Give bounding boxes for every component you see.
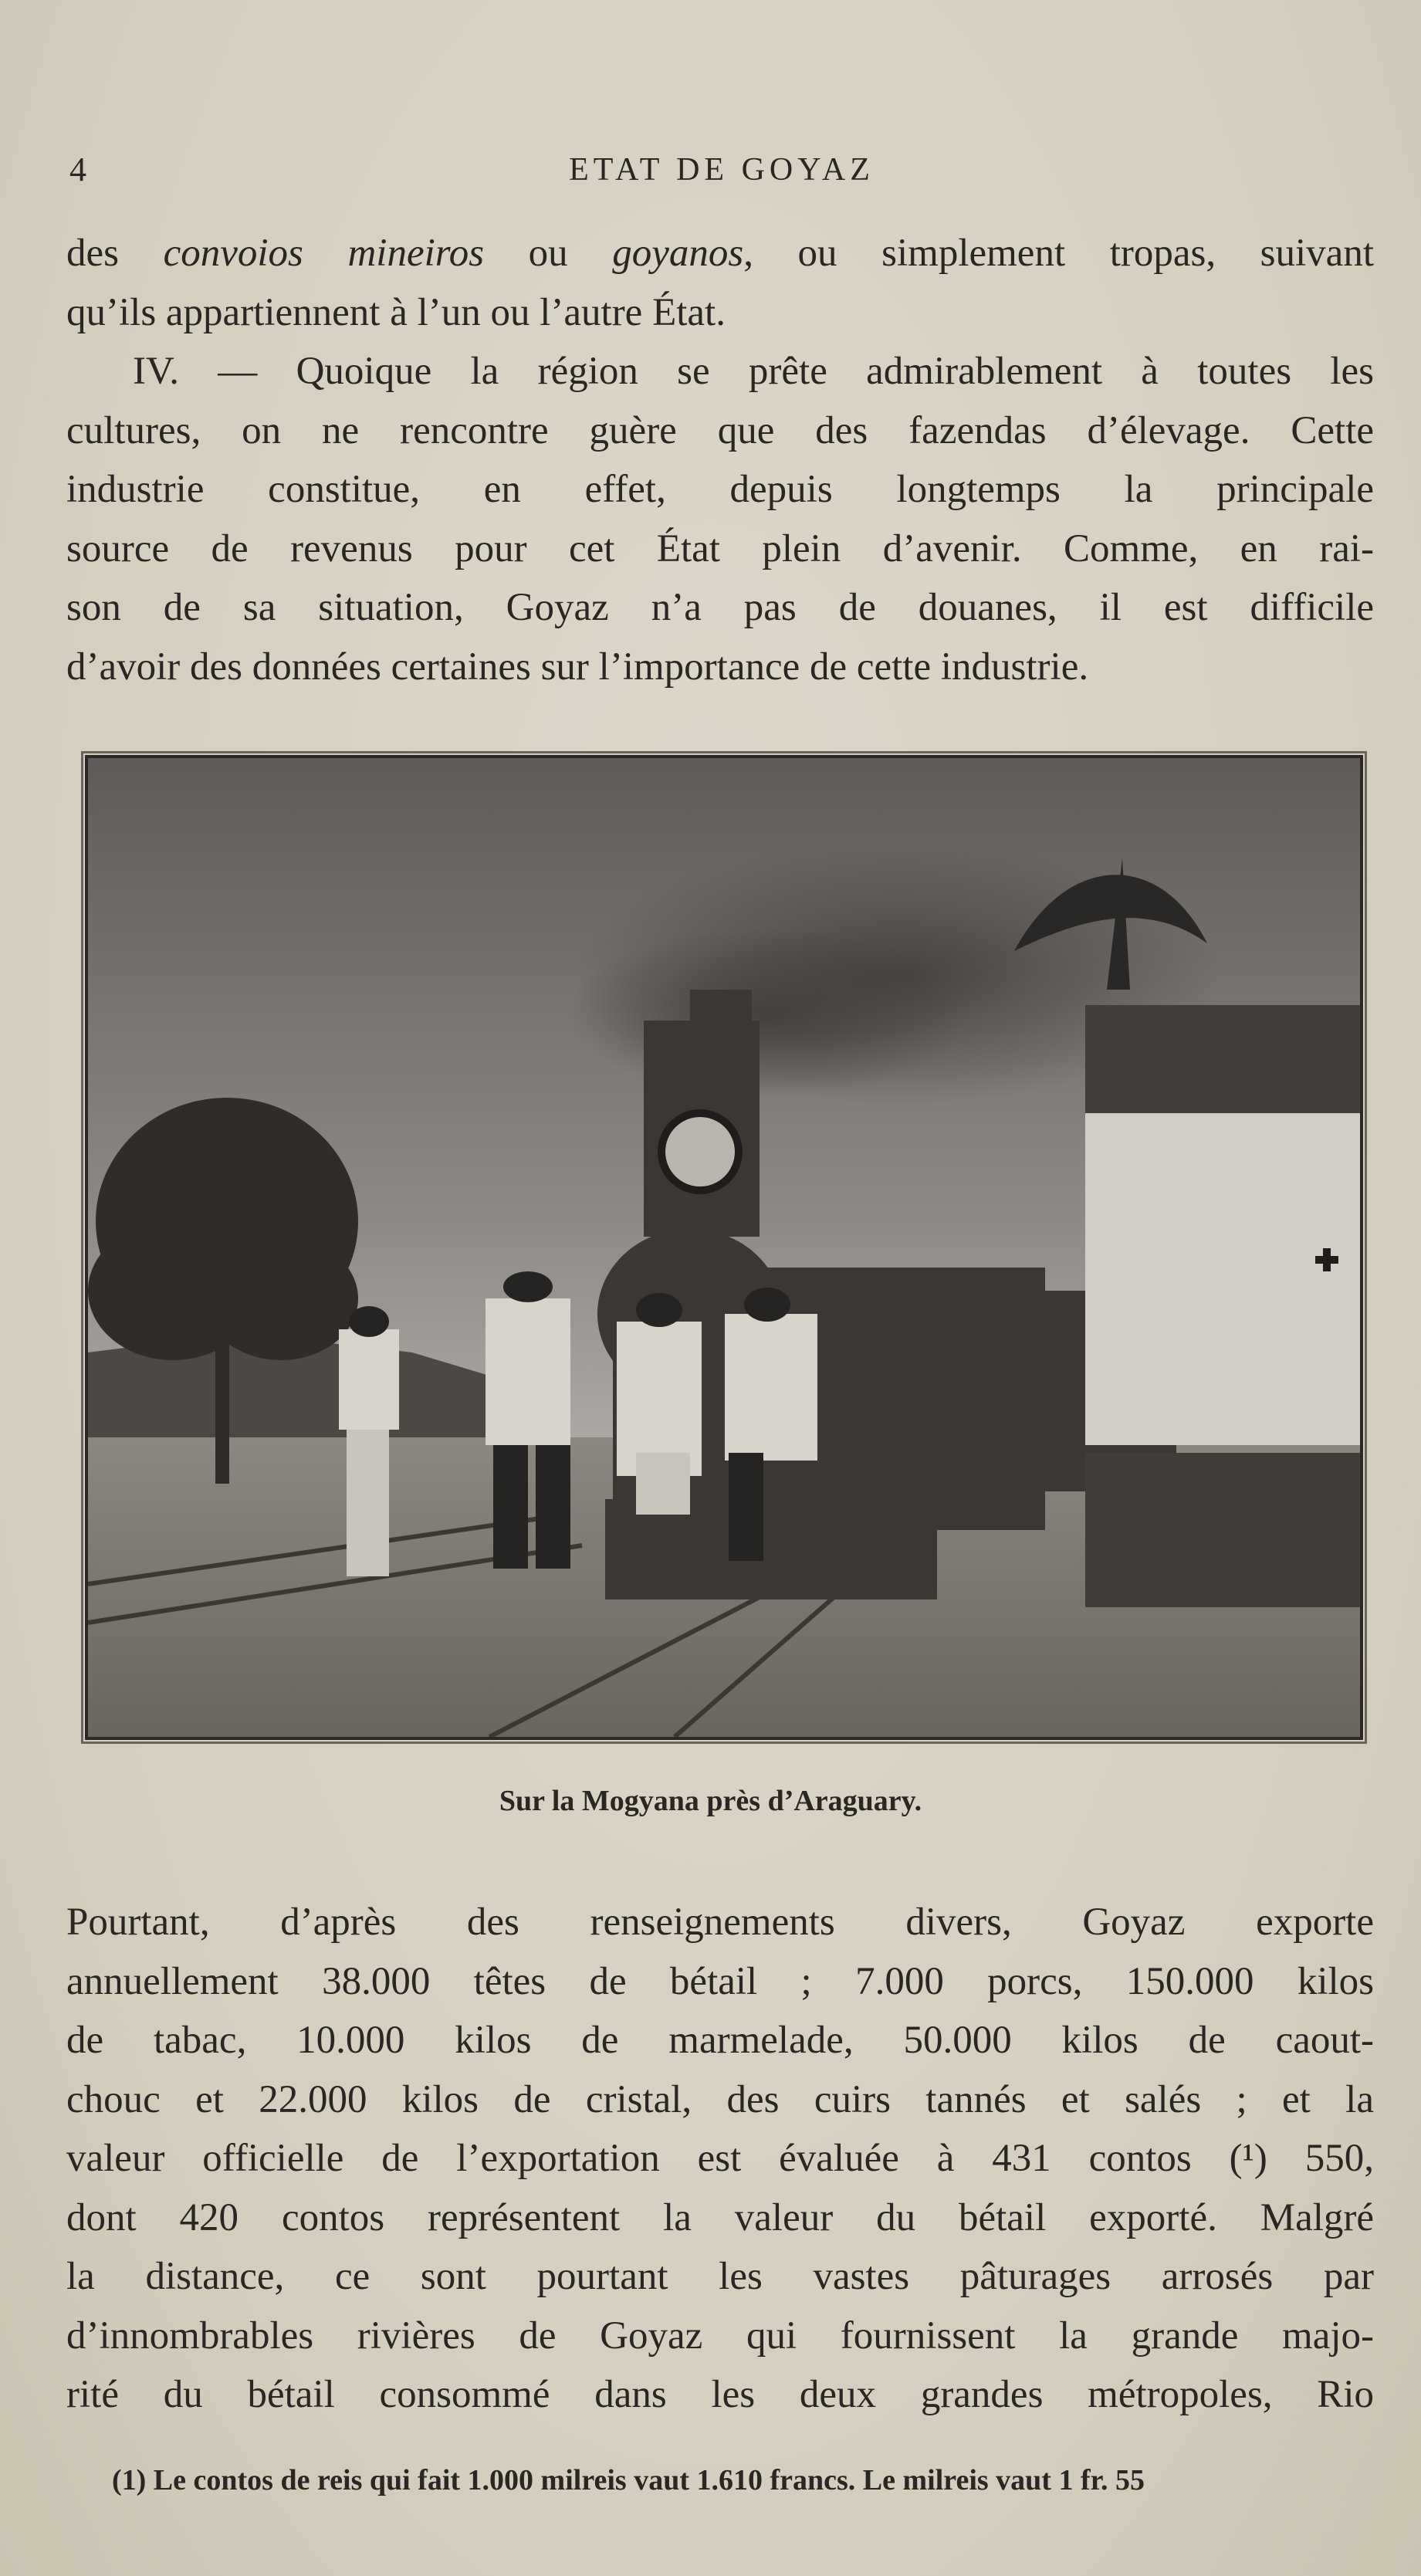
text-segment: dont 420 contos représentent la valeur du bétail exporté. Malgré	[66, 2195, 1374, 2239]
text-segment: cultures, on ne rencontre guère que des fazendas d’élevage. Cette	[66, 408, 1374, 452]
text-segment: qu’ils appartiennent à l’un ou l’autre État.	[66, 290, 726, 334]
page-number: 4	[69, 151, 86, 188]
text-segment: de tabac, 10.000 kilos de marmelade, 50.000 kilos de caout-	[66, 2019, 1374, 2062]
text-segment: annuellement 38.000 têtes de bétail ; 7.000 porcs, 150.000 kilos	[66, 1959, 1374, 2003]
text-segment: ou	[484, 232, 613, 275]
text-line	[66, 578, 1374, 638]
text-line	[66, 2307, 1374, 2366]
text-line	[66, 2070, 1374, 2130]
text-line	[66, 520, 1374, 579]
text-segment: IV. — Quoique la région se prête admirablement à toutes les	[133, 350, 1374, 393]
text-line	[66, 224, 1374, 283]
running-title: ETAT DE GOYAZ	[569, 152, 875, 188]
text-segment: , ou simplement tropas, suivant	[743, 232, 1374, 275]
text-line	[66, 2188, 1374, 2248]
text-line	[66, 2247, 1374, 2307]
text-segment: industrie constitue, en effet, depuis longtemps la principale	[66, 468, 1374, 511]
paragraph-exports	[66, 1893, 1374, 2425]
text-line	[66, 401, 1374, 461]
text-line	[66, 2129, 1374, 2188]
text-line	[66, 460, 1374, 520]
text-line	[66, 283, 1374, 343]
text-line	[66, 2011, 1374, 2070]
figure-caption: Sur la Mogyana près d’Araguary.	[499, 1785, 922, 1817]
text-line	[66, 1893, 1374, 1952]
text-segment: d’innombrables rivières de Goyaz qui fournissent la grande majo-	[66, 2314, 1374, 2358]
italic-term: convoios mineiros	[163, 232, 485, 275]
text-segment: la distance, ce sont pourtant les vastes pâturages arrosés par	[66, 2255, 1374, 2298]
footnote: (1) Le contos de reis qui fait 1.000 milreis vaut 1.610 francs. Le milreis vaut 1 fr. 55	[112, 2464, 1145, 2496]
text-line	[66, 1952, 1374, 2012]
text-line	[66, 342, 1374, 401]
text-segment: valeur officielle de l’exportation est évaluée à 431 contos (¹) 550,	[66, 2137, 1374, 2180]
text-segment: source de revenus pour cet État plein d’avenir. Comme, en rai-	[66, 526, 1374, 570]
paragraph-livestock-intro	[66, 224, 1374, 696]
text-segment: d’avoir des données certaines sur l’importance de cette industrie.	[66, 645, 1089, 689]
text-segment: des	[66, 232, 164, 275]
page-header	[69, 147, 1374, 193]
train-photograph	[85, 755, 1363, 1740]
text-segment: Pourtant, d’après des renseignements divers, Goyaz exporte	[66, 1901, 1374, 1944]
text-line	[66, 2365, 1374, 2425]
text-line	[66, 638, 1374, 697]
italic-term: goyanos	[612, 232, 744, 275]
text-segment: rité du bétail consommé dans les deux grandes métropoles, Rio	[66, 2373, 1374, 2416]
text-segment: son de sa situation, Goyaz n’a pas de douanes, il est difficile	[66, 586, 1374, 629]
text-segment: chouc et 22.000 kilos de cristal, des cuirs tannés et salés ; et la	[66, 2077, 1374, 2121]
